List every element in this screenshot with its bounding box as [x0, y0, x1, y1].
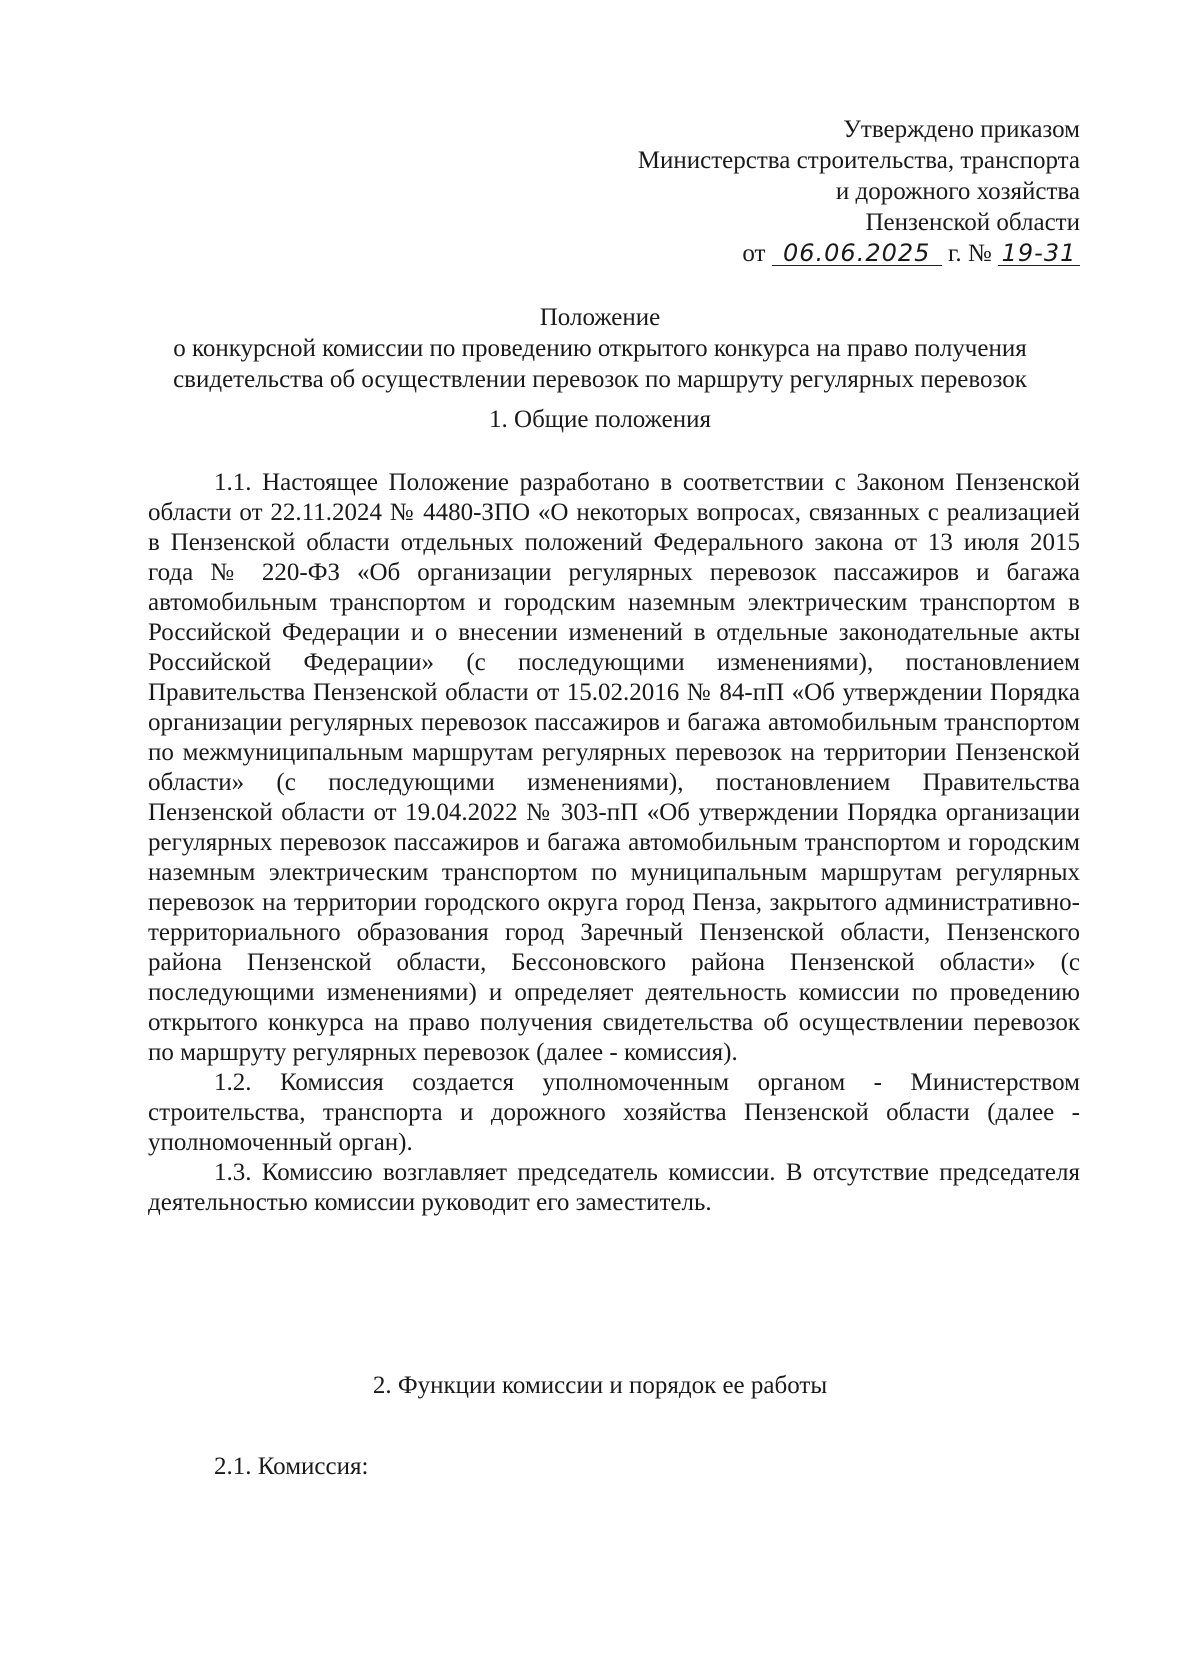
- approval-line: Министерства строительства, транспорта: [637, 147, 1080, 174]
- paragraph-1-2: 1.2. Комиссия создается уполномоченным органом - Министерством строительства, транспорта и дорожного хозяйства Пензенской области (далее - уполномоченный орган).: [148, 1069, 1080, 1156]
- from-label: от: [742, 240, 766, 267]
- section-2-heading: 2. Функции комиссии и порядок ее работы: [372, 1372, 828, 1399]
- title-subtitle-line: свидетельства об осуществлении перевозок по маршруту регулярных перевозок: [173, 366, 1027, 393]
- approval-line: и дорожного хозяйства: [835, 178, 1080, 205]
- approval-stamp-block: [638, 114, 1080, 269]
- year-number-label: г. №: [947, 240, 992, 267]
- document-title: [0, 302, 1200, 395]
- section-1-heading: 1. Общие положения: [489, 406, 711, 433]
- title-subtitle-line: о конкурсной комиссии по проведению открытого конкурса на право получения: [173, 335, 1027, 362]
- title-main: Положение: [539, 304, 661, 331]
- handwritten-date: 06.06.2025: [772, 241, 942, 266]
- approval-line: Утверждено приказом: [843, 116, 1080, 143]
- paragraph-1-3: 1.3. Комиссию возглавляет председатель комиссии. В отсутствие председателя деятельностью комиссии руководит его заместитель.: [148, 1159, 1080, 1216]
- paragraph-2-1: 2.1. Комиссия:: [214, 1453, 369, 1480]
- approval-date-line: [638, 238, 1080, 269]
- section-1-body: [148, 468, 1080, 1218]
- paragraph-1-1: 1.1. Настоящее Положение разработано в соответствии с Законом Пензенской области от 22.11.2024 № 4480-ЗПО «О некоторых вопросах, связанных с реализацией в Пензенской области отдельных положений Федерального закона от 13 июля 2015 года № 220-ФЗ «Об организации регулярных перевозок пассажиров и багажа автомобильным транспортом и городским наземным электрическим транспортом в Российской Федерации и о внесении изменений в отдельные законодательные акты Российской Федерации» (с последующими изменениями), постановлением Правительства Пензенской области от 15.02.2016 № 84-пП «Об утверждении Порядка организации регулярных перевозок пассажиров и багажа автомобильным транспортом по межмуниципальным маршрутам регулярных перевозок на территории Пензенской области» (с последующими изменениями), постановлением Правительства Пензенской области от 19.04.2022 № 303-пП «Об утверждении Порядка организации регулярных перевозок пассажиров и багажа автомобильным транспортом и городским наземным электрическим транспортом по муниципальным маршрутам регулярных перевозок на территории городского округа город Пенза, закрытого административно-территориального образования город Заречный Пензенской области, Пензенского района Пензенской области, Бессоновского района Пензенской области» (с последующими изменениями) и определяет деятельность комиссии по проведению открытого конкурса на право получения свидетельства об осуществлении перевозок по маршруту регулярных перевозок (далее - комиссия).: [148, 469, 1080, 1066]
- handwritten-order-number: 19-31: [998, 241, 1080, 266]
- approval-line: Пензенской области: [865, 209, 1080, 236]
